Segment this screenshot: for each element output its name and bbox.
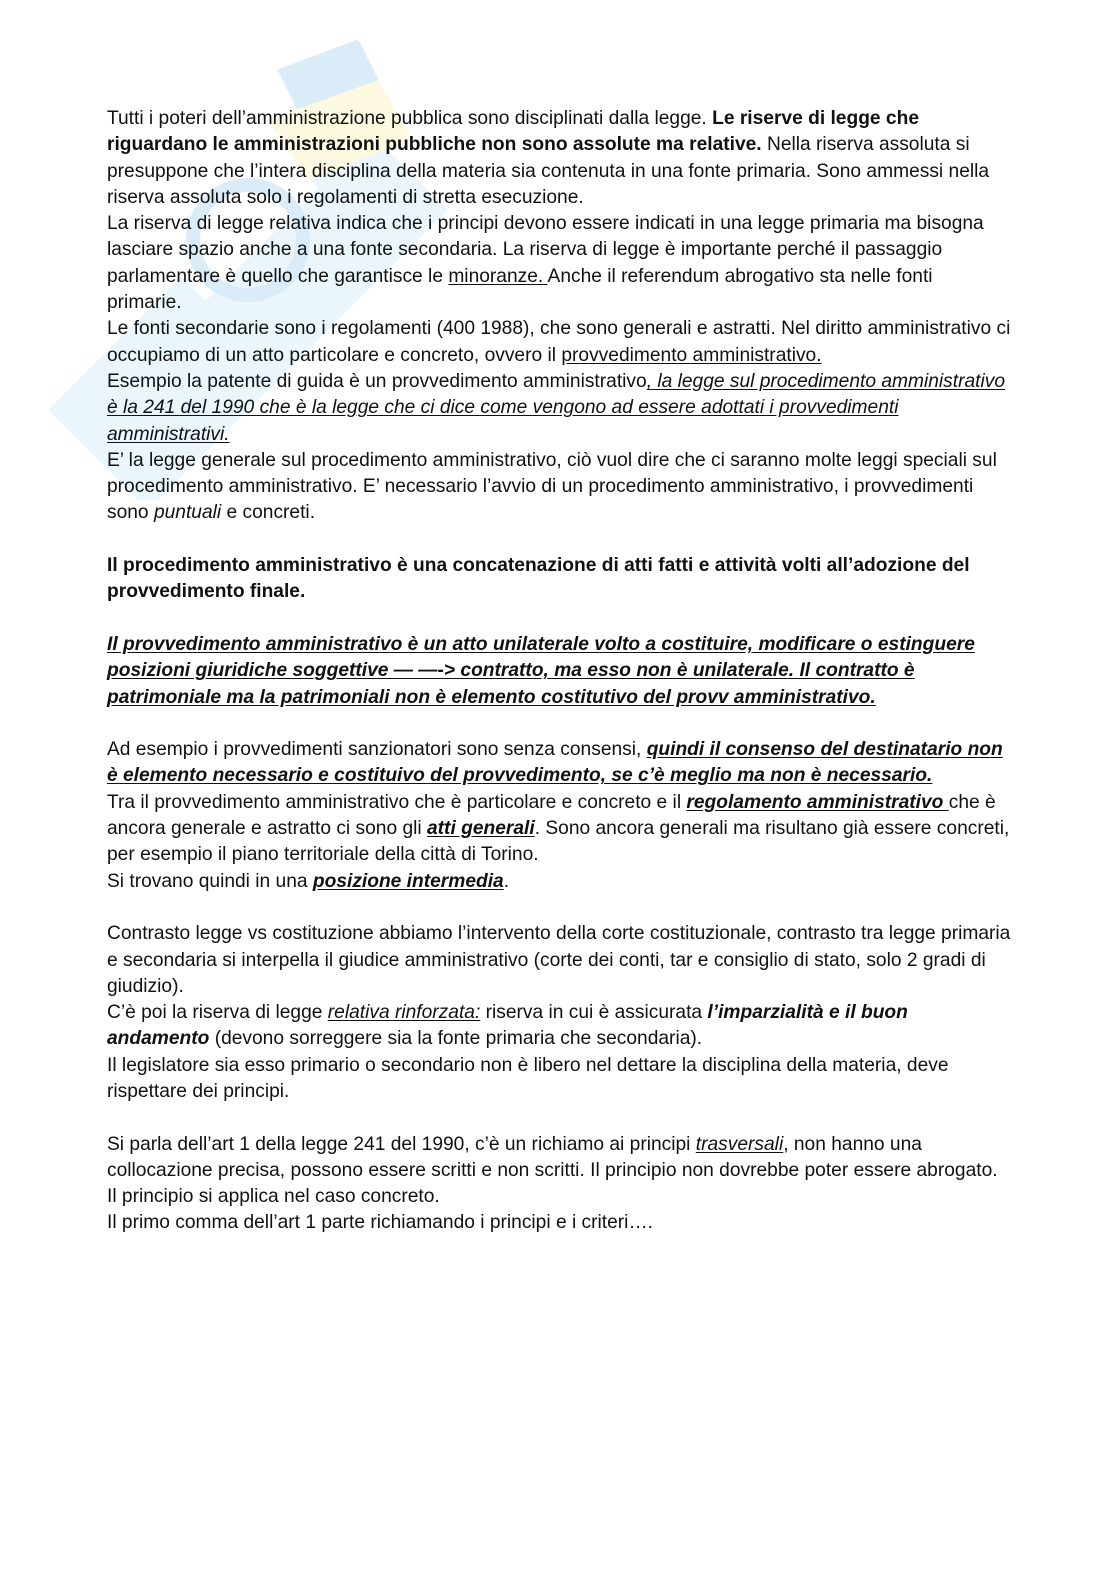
paragraph-8: Ad esempio i provvedimenti sanzionatori sono senza consensi, quindi il consenso del destinatario non è elemento necessario e costituivo del provvedimento, se c’è meglio ma non è necessario. <box>107 739 1003 787</box>
paragraph-6: Il procedimento amministrativo è una concatenazione di atti fatti e attività volti all’adozione del provvedimento finale. <box>107 555 970 603</box>
paragraph-15: Il primo comma dell’art 1 parte richiamando i principi e i criteri…. <box>107 1212 653 1234</box>
paragraph-11: Contrasto legge vs costituzione abbiamo l’intervento della corte costituzionale, contrasto tra legge primaria e secondaria si interpella il giudice amministrativo (corte dei conti, tar e consiglio di stato, solo 2 gradi di giudizio). <box>107 923 1011 997</box>
paragraph-13: Il legislatore sia esso primario o secondario non è libero nel dettare la disciplina della materia, deve rispettare dei principi. <box>107 1054 949 1102</box>
paragraph-4: Esempio la patente di guida è un provvedimento amministrativo, la legge sul procedimento amministrativo è la 241 del 1990 che è la legge che ci dice come vengono ad essere adottati i provvedimenti amministrativi. <box>107 370 1006 445</box>
document-body <box>107 106 1012 1237</box>
paragraph-1: Tutti i poteri dell’amministrazione pubblica sono disciplinati dalla legge. Le riserve di legge che riguardano le amministrazioni pubbliche non sono assolute ma relative. Nella riserva assoluta si presuppone che l’intera disciplina della materia sia contenuta in una fonte primaria. Sono ammessi nella riserva assoluta solo i regolamenti di stretta esecuzione. <box>107 108 990 208</box>
paragraph-2: La riserva di legge relativa indica che i principi devono essere indicati in una legge primaria ma bisogna lasciare spazio anche a una fonte secondaria. La riserva di legge è importante perché il passaggio parlamentare è quello che garantisce le minoranze. Anche il referendum abrogativo sta nelle fonti primarie. <box>107 213 984 314</box>
paragraph-3: Le fonti secondarie sono i regolamenti (400 1988), che sono generali e astratti. Nel diritto amministrativo ci occupiamo di un atto particolare e concreto, ovvero il provvedimento amministrativo. <box>107 318 1011 366</box>
paragraph-9: Tra il provvedimento amministrativo che è particolare e concreto e il regolamento amministrativo che è ancora generale e astratto ci sono gli atti generali. Sono ancora generali ma risultano già essere concreti, per esempio il piano territoriale della città di Torino. <box>107 791 1010 866</box>
paragraph-12: C’è poi la riserva di legge relativa rinforzata: riserva in cui è assicurata l’imparzialità e il buon andamento (devono sorreggere sia la fonte primaria che secondaria). <box>107 1002 908 1050</box>
paragraph-10: Si trovano quindi in una posizione intermedia. <box>107 870 510 892</box>
paragraph-5: E’ la legge generale sul procedimento amministrativo, ciò vuol dire che ci saranno molte leggi speciali sul procedimento amministrativo. E’ necessario l’avvio di un procedimento amministrativo, i provvedimenti sono puntuali e concreti. <box>107 449 997 524</box>
paragraph-14: Si parla dell’art 1 della legge 241 del 1990, c’è un richiamo ai principi trasversali, non hanno una collocazione precisa, possono essere scritti e non scritti. Il principio non dovrebbe poter essere abrogato. Il principio si applica nel caso concreto. <box>107 1133 998 1208</box>
paragraph-7: Il provvedimento amministrativo è un atto unilaterale volto a costituire, modificare o estinguere posizioni giuridiche soggettive — —-> contratto, ma esso non è unilaterale. Il contratto è patrimoniale ma la patrimoniali non è elemento costitutivo del provv amministrativo. <box>107 633 975 708</box>
